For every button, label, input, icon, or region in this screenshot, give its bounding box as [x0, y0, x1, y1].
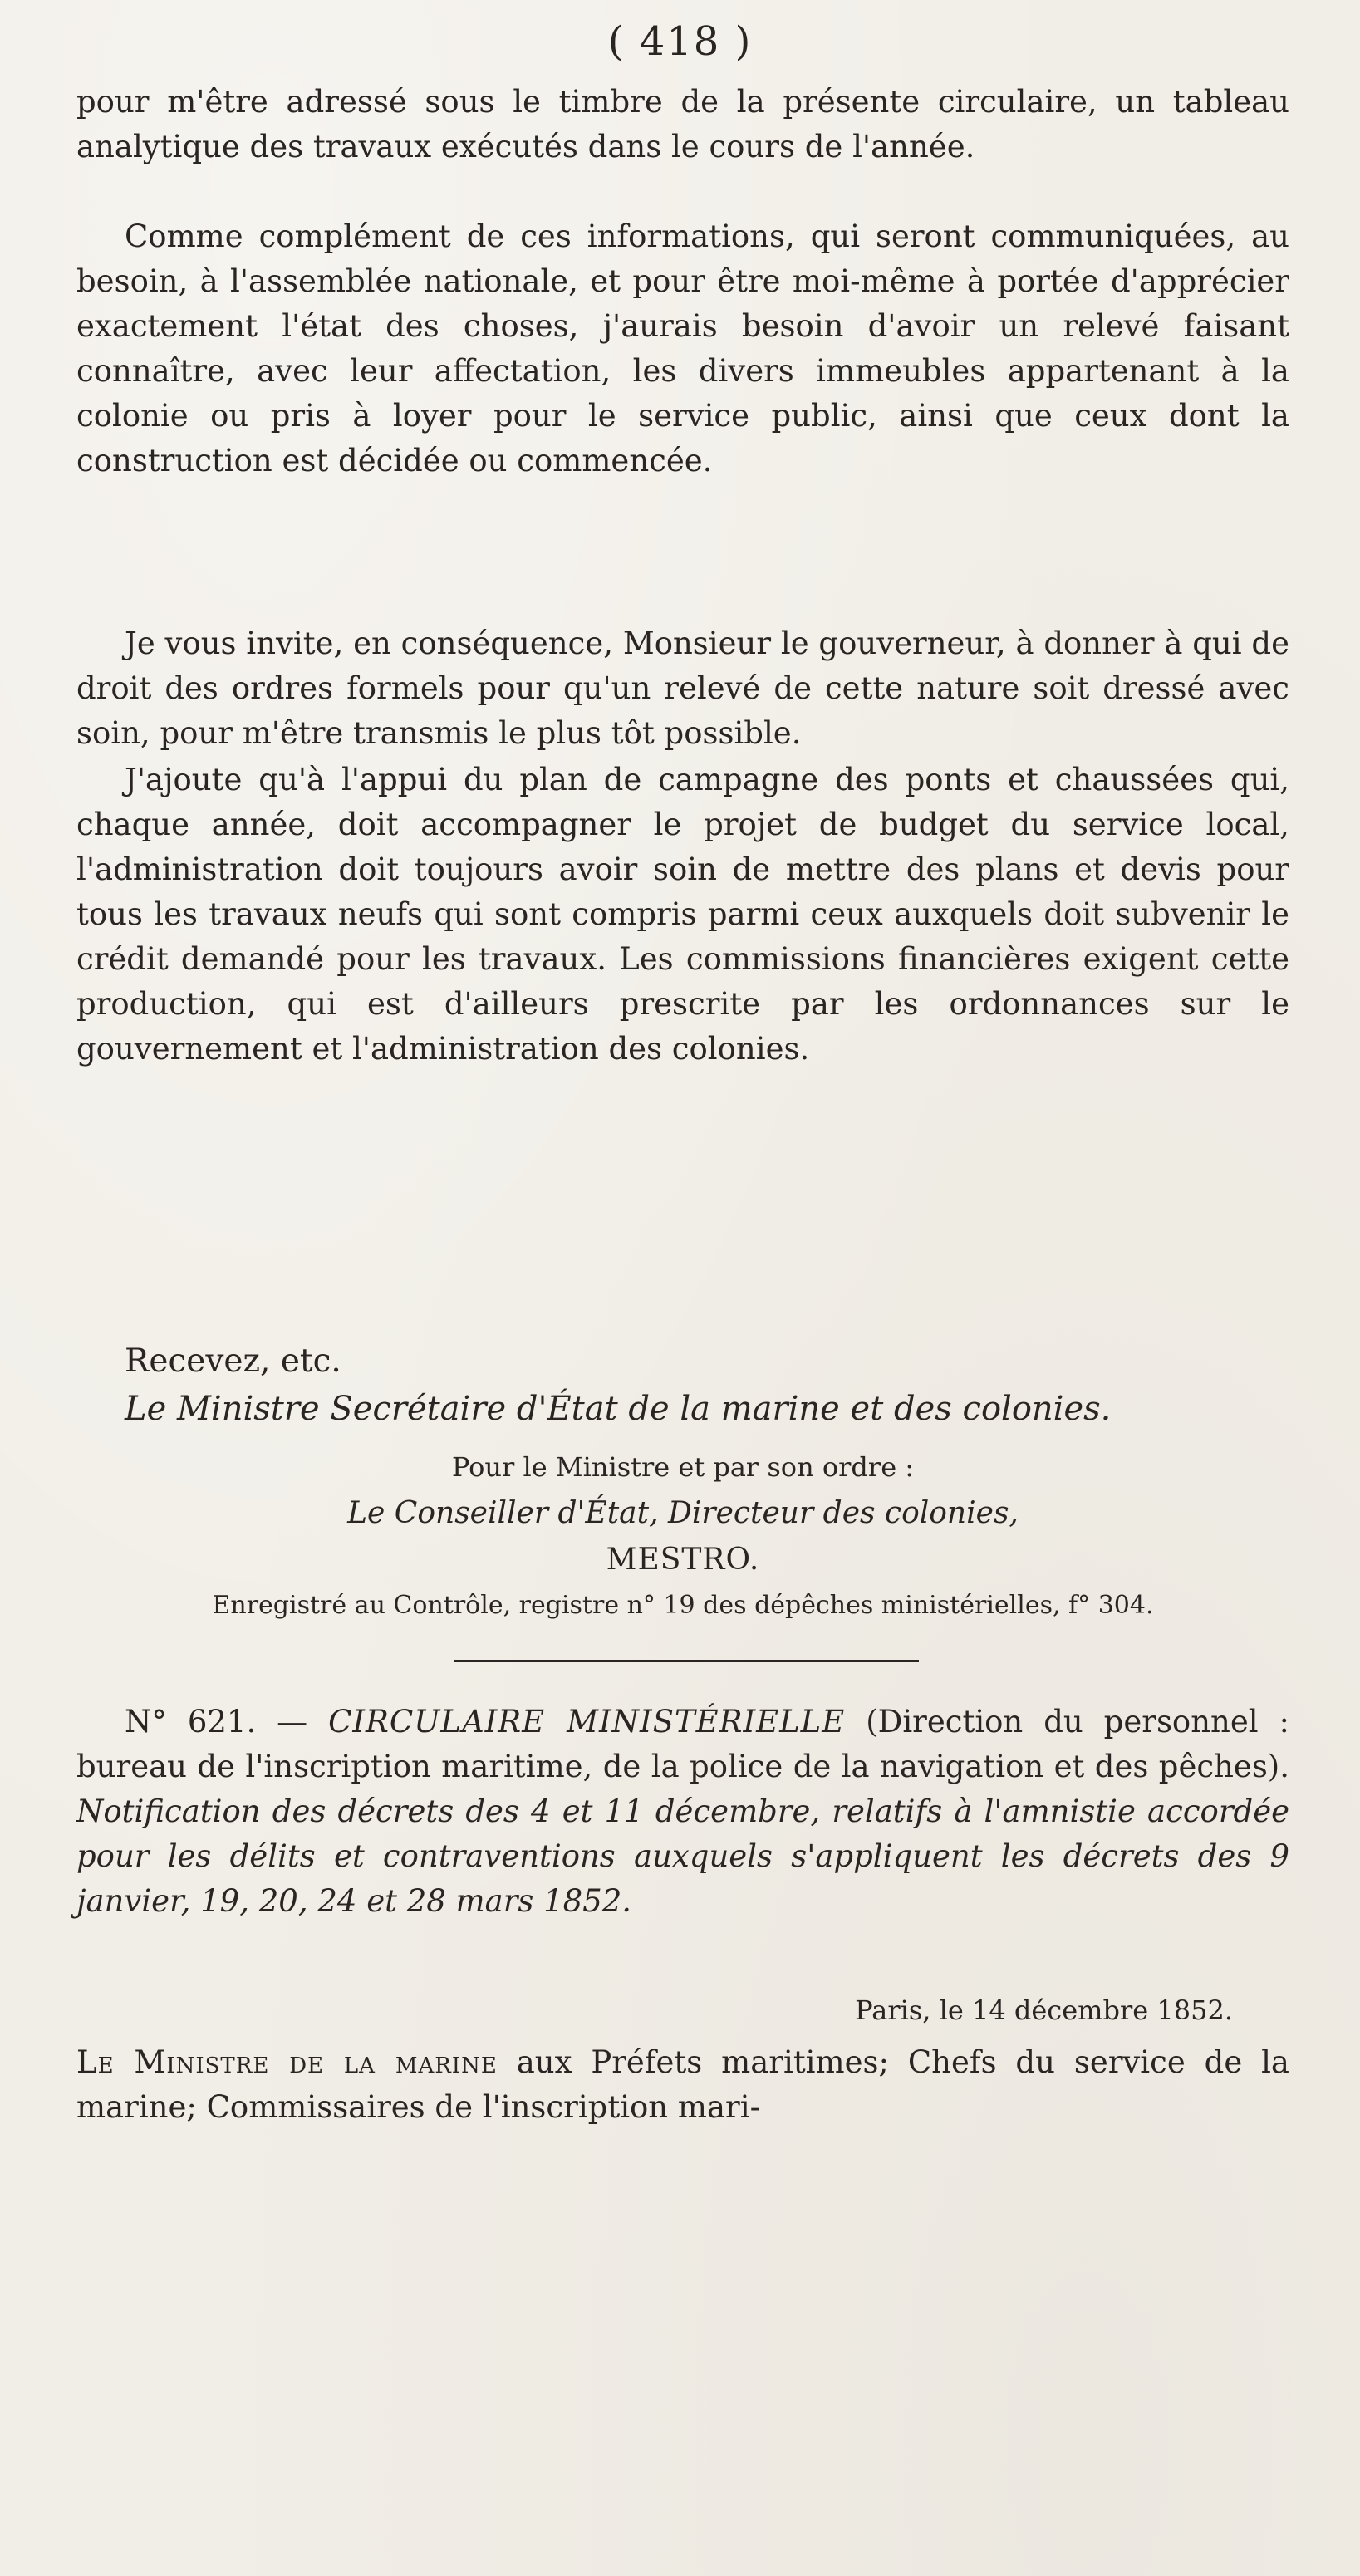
- closing-formula: Recevez, etc.: [125, 1342, 341, 1380]
- paragraph-plans: J'ajoute qu'à l'appui du plan de campagne des ponts et chaussées qui, chaque année, doit accompagner le projet de budget du service local, l'administration doit toujours avoir soin de mettre des plans et devis pour tous les travaux neufs qui sont compris parmi ceux auxquels doit subvenir le crédit demandé pour les travaux. Les commissions financières exigent cette production, qui est d'ailleurs prescrite par les ordonnances sur le gouvernement et l'administration des colonies.: [76, 762, 1289, 1067]
- paragraph-complement: Comme complément de ces informations, qui seront communiquées, au besoin, à l'assemblée nationale, et pour être moi-même à portée d'apprécier exactement l'état des choses, j'aurais besoin d'avoir un relevé faisant connaître, avec leur affectation, les divers immeubles appartenant à la colonie ou pris à loyer pour le service public, ainsi que ceux dont la construction est décidée ou commencée.: [76, 218, 1289, 478]
- registry-note: Enregistré au Contrôle, registre n° 19 des dépêches ministérielles, f° 304.: [212, 1591, 1154, 1620]
- paragraph-continuation: pour m'être adressé sous le timbre de la présente circulaire, un tableau analytique des travaux exécutés dans le cours de l'année.: [76, 84, 1289, 164]
- circular-title: CIRCULAIRE MINISTÉRIELLE: [328, 1704, 846, 1739]
- circular-heading: [76, 1700, 1289, 1924]
- address-lead: Le Ministre de la marine: [76, 2044, 498, 2080]
- signatory-name: MESTRO.: [606, 1543, 760, 1577]
- counselor-title: Le Conseiller d'État, Directeur des colonies,: [347, 1496, 1019, 1530]
- section-divider: [454, 1660, 919, 1662]
- circular-address: [76, 2040, 1289, 2130]
- circular-direction: (Direction du personnel : bureau de l'inscription maritime, de la police de la navigation et des pêches).: [76, 1704, 1290, 1784]
- order-line: Pour le Ministre et par son ordre :: [451, 1451, 915, 1483]
- circular-dateline: Paris, le 14 décembre 1852.: [855, 1995, 1233, 2026]
- paragraph-invitation: Je vous invite, en conséquence, Monsieur le gouverneur, à donner à qui de droit des ordres formels pour qu'un relevé de cette nature soit dressé avec soin, pour m'être transmis le plus tôt possible.: [76, 626, 1289, 751]
- page-number: ( 418 ): [607, 18, 753, 65]
- address-rest: aux Préfets maritimes; Chefs du service de la marine; Commissaires de l'inscription mari-: [76, 2044, 1289, 2125]
- circular-notification: Notification des décrets des 4 et 11 décembre, relatifs à l'amnistie accordée pour les délits et contraventions auxquels s'appliquent les décrets des 9 janvier, 19, 20, 24 et 28 mars 1852.: [76, 1793, 1289, 1919]
- signer-title: Le Ministre Secrétaire d'État de la marine et des colonies.: [125, 1390, 1112, 1428]
- circular-number: N° 621. —: [125, 1704, 308, 1739]
